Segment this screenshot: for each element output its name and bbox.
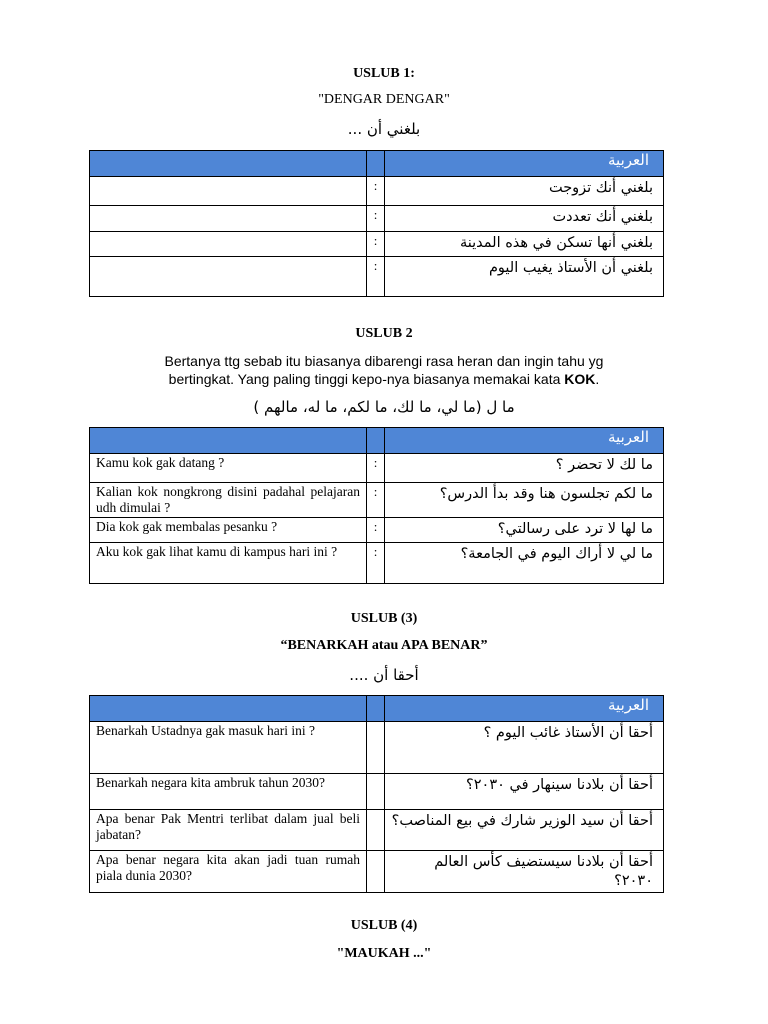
table-row: Kamu kok gak datang ? : ما لك لا تحضر ؟ [90,454,664,483]
section-1-formula: بلغني أن ... [347,120,421,138]
table-row: Aku kok gak lihat kamu di kampus hari ini ? : ما لي لا أراك اليوم في الجامعة؟ [90,543,664,584]
section-4-title: USLUB (4) [350,918,418,933]
table-header [90,696,664,722]
table-row: : بلغني أنك تعددت [90,206,664,232]
header-arabic: العربية [385,428,664,454]
section-3-title: USLUB (3) [350,611,418,626]
table-row: Apa benar negara kita akan jadi tuan rumah piala dunia 2030? أحقا أن بلادنا سيستضيف كأس العالم ٢٠٣٠؟ [90,851,664,893]
section-2-formula: ما ل (ما لي، ما لك، ما لكم، ما له، مالهم ) [253,398,515,416]
section-4-subtitle: "MAUKAH ..." [336,946,432,961]
table-row: : بلغني أنك تزوجت [90,177,664,206]
table-row: Apa benar Pak Mentri terlibat dalam jual beli jabatan? أحقا أن سيد الوزير شارك في بيع المناصب؟ [90,810,664,851]
table-header [90,151,664,177]
section-1-table [89,150,664,297]
section-3-subtitle: “BENARKAH atau APA BENAR” [280,638,488,653]
table-row: Dia kok gak membalas pesanku ? : ما لها لا ترد على رسالتي؟ [90,518,664,543]
table-header [90,428,664,454]
section-2-table [89,427,664,584]
section-3-formula: أحقا أن .... [349,666,419,684]
section-1-subtitle: "DENGAR DENGAR" [318,92,450,107]
section-2-title: USLUB 2 [355,326,413,341]
table-row: Benarkah Ustadnya gak masuk hari ini ? أحقا أن الأستاذ غائب اليوم ؟ [90,722,664,774]
table-row: Benarkah negara kita ambruk tahun 2030? أحقا أن بلادنا سينهار في ٢٠٣٠؟ [90,774,664,810]
header-arabic: العربية [385,696,664,722]
header-arabic: العربية [385,151,664,177]
table-row: Kalian kok nongkrong disini padahal pelajaran udh dimulai ? : ما لكم تجلسون هنا وقد بدأ الدرس؟ [90,483,664,518]
table-row: : بلغني أن الأستاذ يغيب اليوم [90,257,664,297]
section-2-description: Bertanya ttg sebab itu biasanya dibarengi rasa heran dan ingin tahu yg bertingkat. Yang paling tinggi kepo-nya biasanya memakai kata KOK. [164,353,604,387]
section-3-table [89,695,664,893]
table-row: : بلغني أنها تسكن في هذه المدينة [90,232,664,257]
section-1-title: USLUB 1: [353,66,415,81]
